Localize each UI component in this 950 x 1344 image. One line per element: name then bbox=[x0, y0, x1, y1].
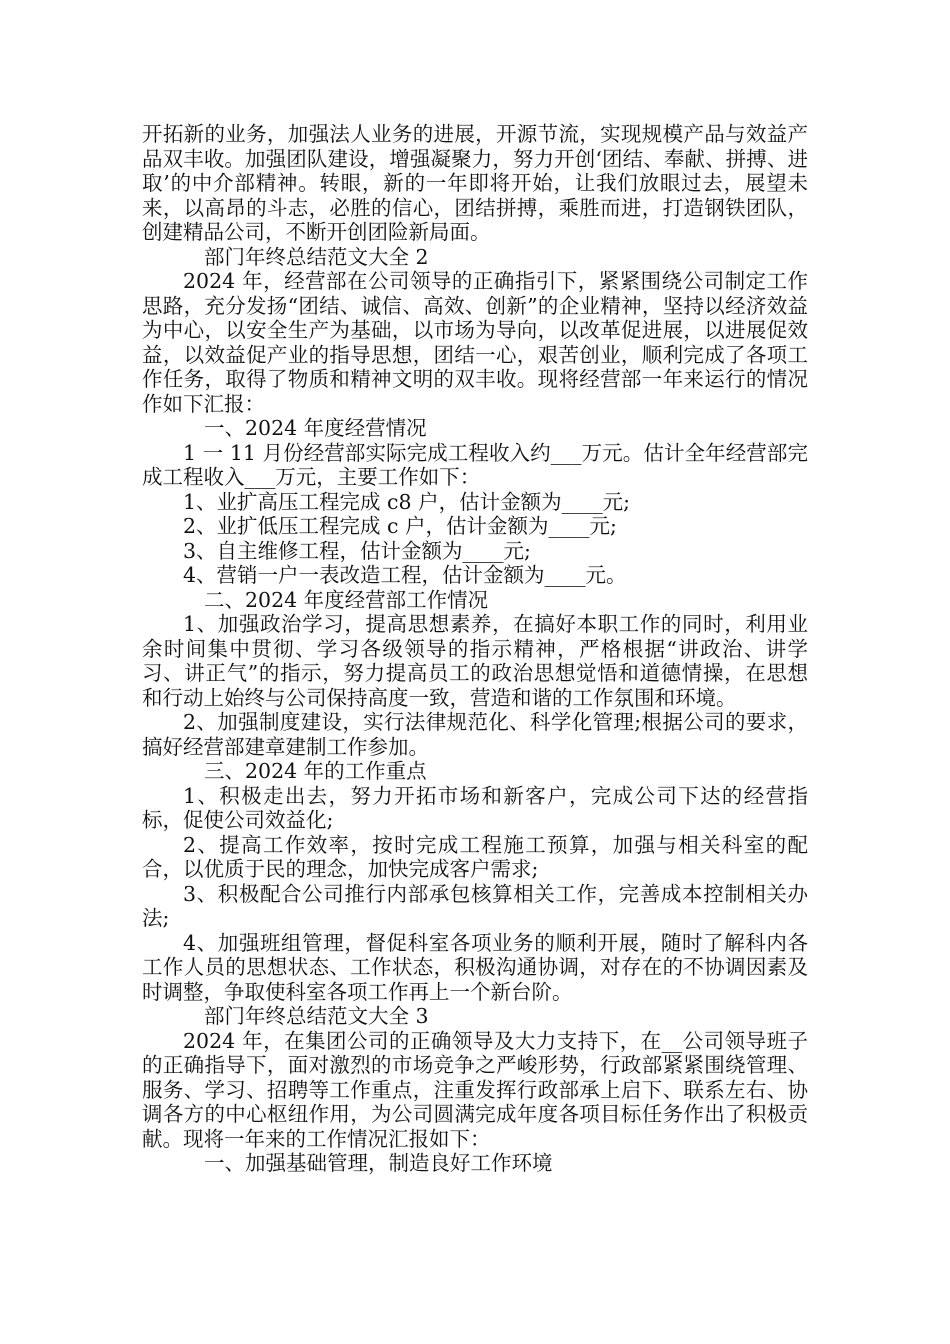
section-heading: 部门年终总结范文大全 2 bbox=[204, 244, 429, 269]
body-paragraph: 1、加强政治学习，提高思想素养，在搞好本职工作的同时，利用业余时间集中贯彻、学习各级领导的指示精神，严格根据“讲政治、讲学习、讲正气”的指示，努力提高员工的政治思想觉悟和道德情操，在思想和行动上始终与公司保持高度一致，营造和谐的工作氛围和环境。 bbox=[142, 612, 808, 710]
body-paragraph: 1、积极走出去，努力开拓市场和新客户，完成公司下达的经营指标，促使公司效益化; bbox=[142, 783, 808, 832]
body-paragraph: 2、加强制度建设，实行法律规范化、科学化管理;根据公司的要求，搞好经营部建章建制工作参加。 bbox=[142, 710, 808, 759]
section-heading: 一、加强基础管理，制造良好工作环境 bbox=[204, 1151, 553, 1175]
section-heading: 二、2024 年度经营部工作情况 bbox=[204, 587, 489, 612]
section-heading: 部门年终总结范文大全 3 bbox=[204, 1004, 429, 1028]
body-paragraph: 2、业扩低压工程完成 c 户，估计金额为____元; bbox=[183, 514, 617, 538]
section-heading: 一、2024 年度经营情况 bbox=[204, 416, 427, 440]
body-paragraph: 4、营销一户一表改造工程，估计金额为____元。 bbox=[183, 563, 627, 587]
body-paragraph: 2024 年，经营部在公司领导的正确指引下，紧紧围绕公司制定工作思路，充分发扬“团结、诚信、高效、创新”的企业精神，坚持以经济效益为中心，以安全生产为基础，以市场为导向，以改革促进展，以进展促效益，以效益促产业的指导思想，团结一心，艰苦创业，顺利完成了各项工作任务，取得了物质和精神文明的双丰收。现将经营部一年来运行的情况作如下汇报： bbox=[142, 269, 808, 416]
body-paragraph: 开拓新的业务，加强法人业务的进展，开源节流，实现规模产品与效益产品双丰收。加强团队建设，增强凝聚力，努力开创‘团结、奉献、拼搏、进取’的中介部精神。转眼，新的一年即将开始，让我们放眼过去，展望未来，以高昂的斗志，必胜的信心，团结拼搏，乘胜而进，打造钢铁团队，创建精品公司，不断开创团险新局面。 bbox=[142, 122, 808, 244]
section-heading: 三、2024 年的工作重点 bbox=[204, 759, 427, 783]
body-paragraph: 1、业扩高压工程完成 c8 户，估计金额为____元; bbox=[183, 489, 631, 514]
body-paragraph: 2、提高工作效率，按时完成工程施工预算，加强与相关科室的配合，以优质于民的理念，加快完成客户需求; bbox=[142, 832, 808, 881]
body-paragraph: 3、自主维修工程，估计金额为____元; bbox=[183, 538, 531, 563]
document-page bbox=[142, 122, 808, 1176]
body-paragraph: 2024 年，在集团公司的正确领导及大力支持下，在__公司领导班子的正确指导下，面对激烈的市场竞争之严峻形势，行政部紧紧围绕管理、服务、学习、招聘等工作重点，注重发挥行政部承上启下、联系左右、协调各方的中心枢纽作用，为公司圆满完成年度各项目标任务作出了积极贡献。现将一年来的工作情况汇报如下： bbox=[142, 1028, 808, 1151]
body-paragraph: 3、积极配合公司推行内部承包核算相关工作，完善成本控制相关办法; bbox=[142, 881, 808, 930]
body-paragraph: 4、加强班组管理，督促科室各项业务的顺利开展，随时了解科内各工作人员的思想状态、工作状态，积极沟通协调，对存在的不协调因素及时调整，争取使科室各项工作再上一个新台阶。 bbox=[142, 930, 808, 1004]
body-paragraph: 1 一 11 月份经营部实际完成工程收入约___万元。估计全年经营部完成工程收入___万元，主要工作如下： bbox=[142, 440, 808, 489]
